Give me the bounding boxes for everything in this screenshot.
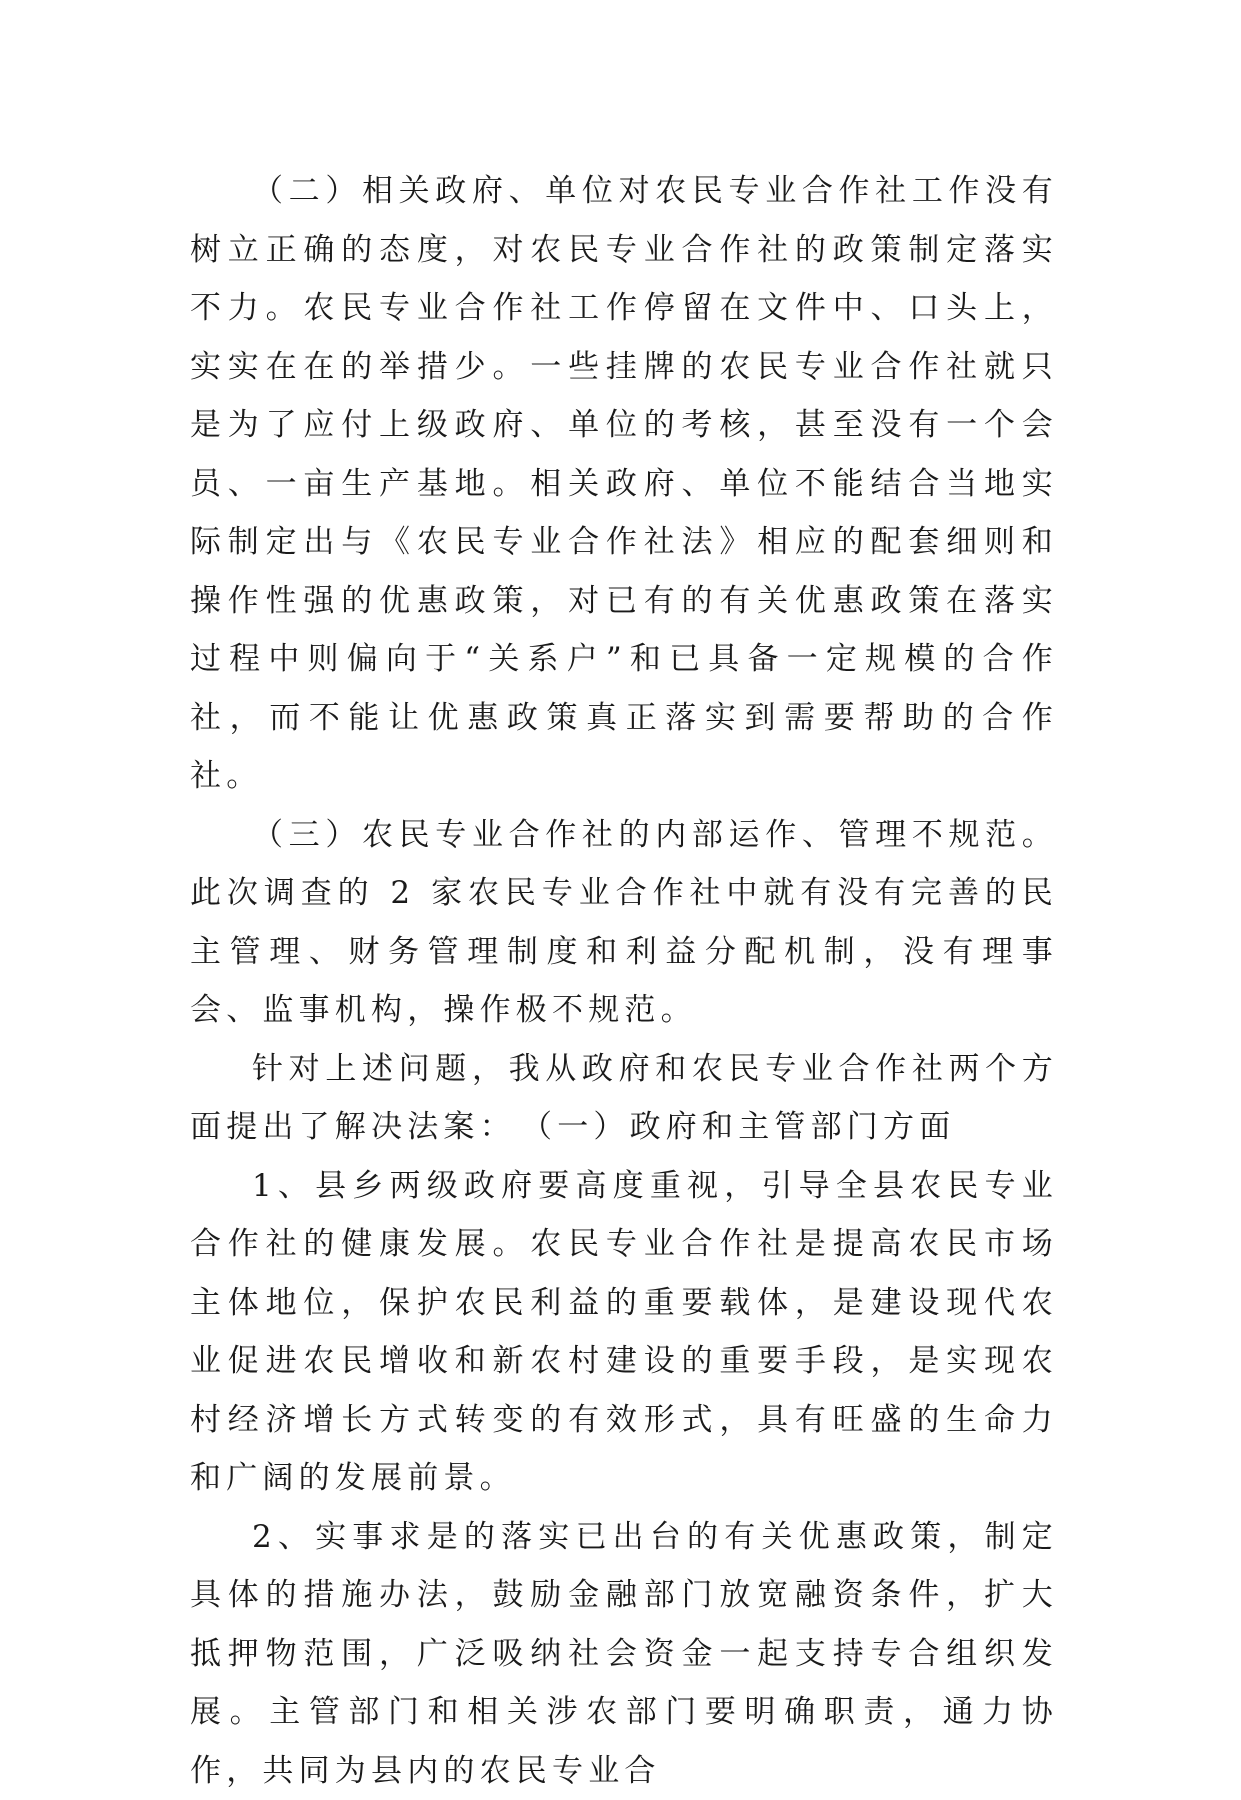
paragraph-internal-management: （三）农民专业合作社的内部运作、管理不规范。此次调查的 2 家农民专业合作社中就有没有完善的民主管理、财务管理制度和利益分配机制，没有理事会、监事机构，操作极不规范。	[190, 806, 1058, 1040]
paragraph-solution-2: 2、实事求是的落实已出台的有关优惠政策，制定具体的措施办法，鼓励金融部门放宽融资条件，扩大抵押物范围，广泛吸纳社会资金一起支持专合组织发展。主管部门和相关涉农部门要明确职责，通力协作，共同为县内的农民专业合	[190, 1508, 1058, 1800]
paragraph-solution-1: 1、县乡两级政府要高度重视，引导全县农民专业合作社的健康发展。农民专业合作社是提高农民市场主体地位，保护农民利益的重要载体，是建设现代农业促进农民增收和新农村建设的重要手段，是实现农村经济增长方式转变的有效形式，具有旺盛的生命力和广阔的发展前景。	[190, 1157, 1058, 1508]
document-body	[190, 162, 1058, 1800]
paragraph-government-attitude: （二）相关政府、单位对农民专业合作社工作没有树立正确的态度，对农民专业合作社的政策制定落实不力。农民专业合作社工作停留在文件中、口头上，实实在在的举措少。一些挂牌的农民专业合作社就只是为了应付上级政府、单位的考核，甚至没有一个会员、一亩生产基地。相关政府、单位不能结合当地实际制定出与《农民专业合作社法》相应的配套细则和操作性强的优惠政策，对已有的有关优惠政策在落实过程中则偏向于“关系户”和已具备一定规模的合作社，而不能让优惠政策真正落实到需要帮助的合作社。	[190, 162, 1058, 806]
paragraph-solutions-intro: 针对上述问题，我从政府和农民专业合作社两个方面提出了解决法案： （一）政府和主管部门方面	[190, 1040, 1058, 1157]
